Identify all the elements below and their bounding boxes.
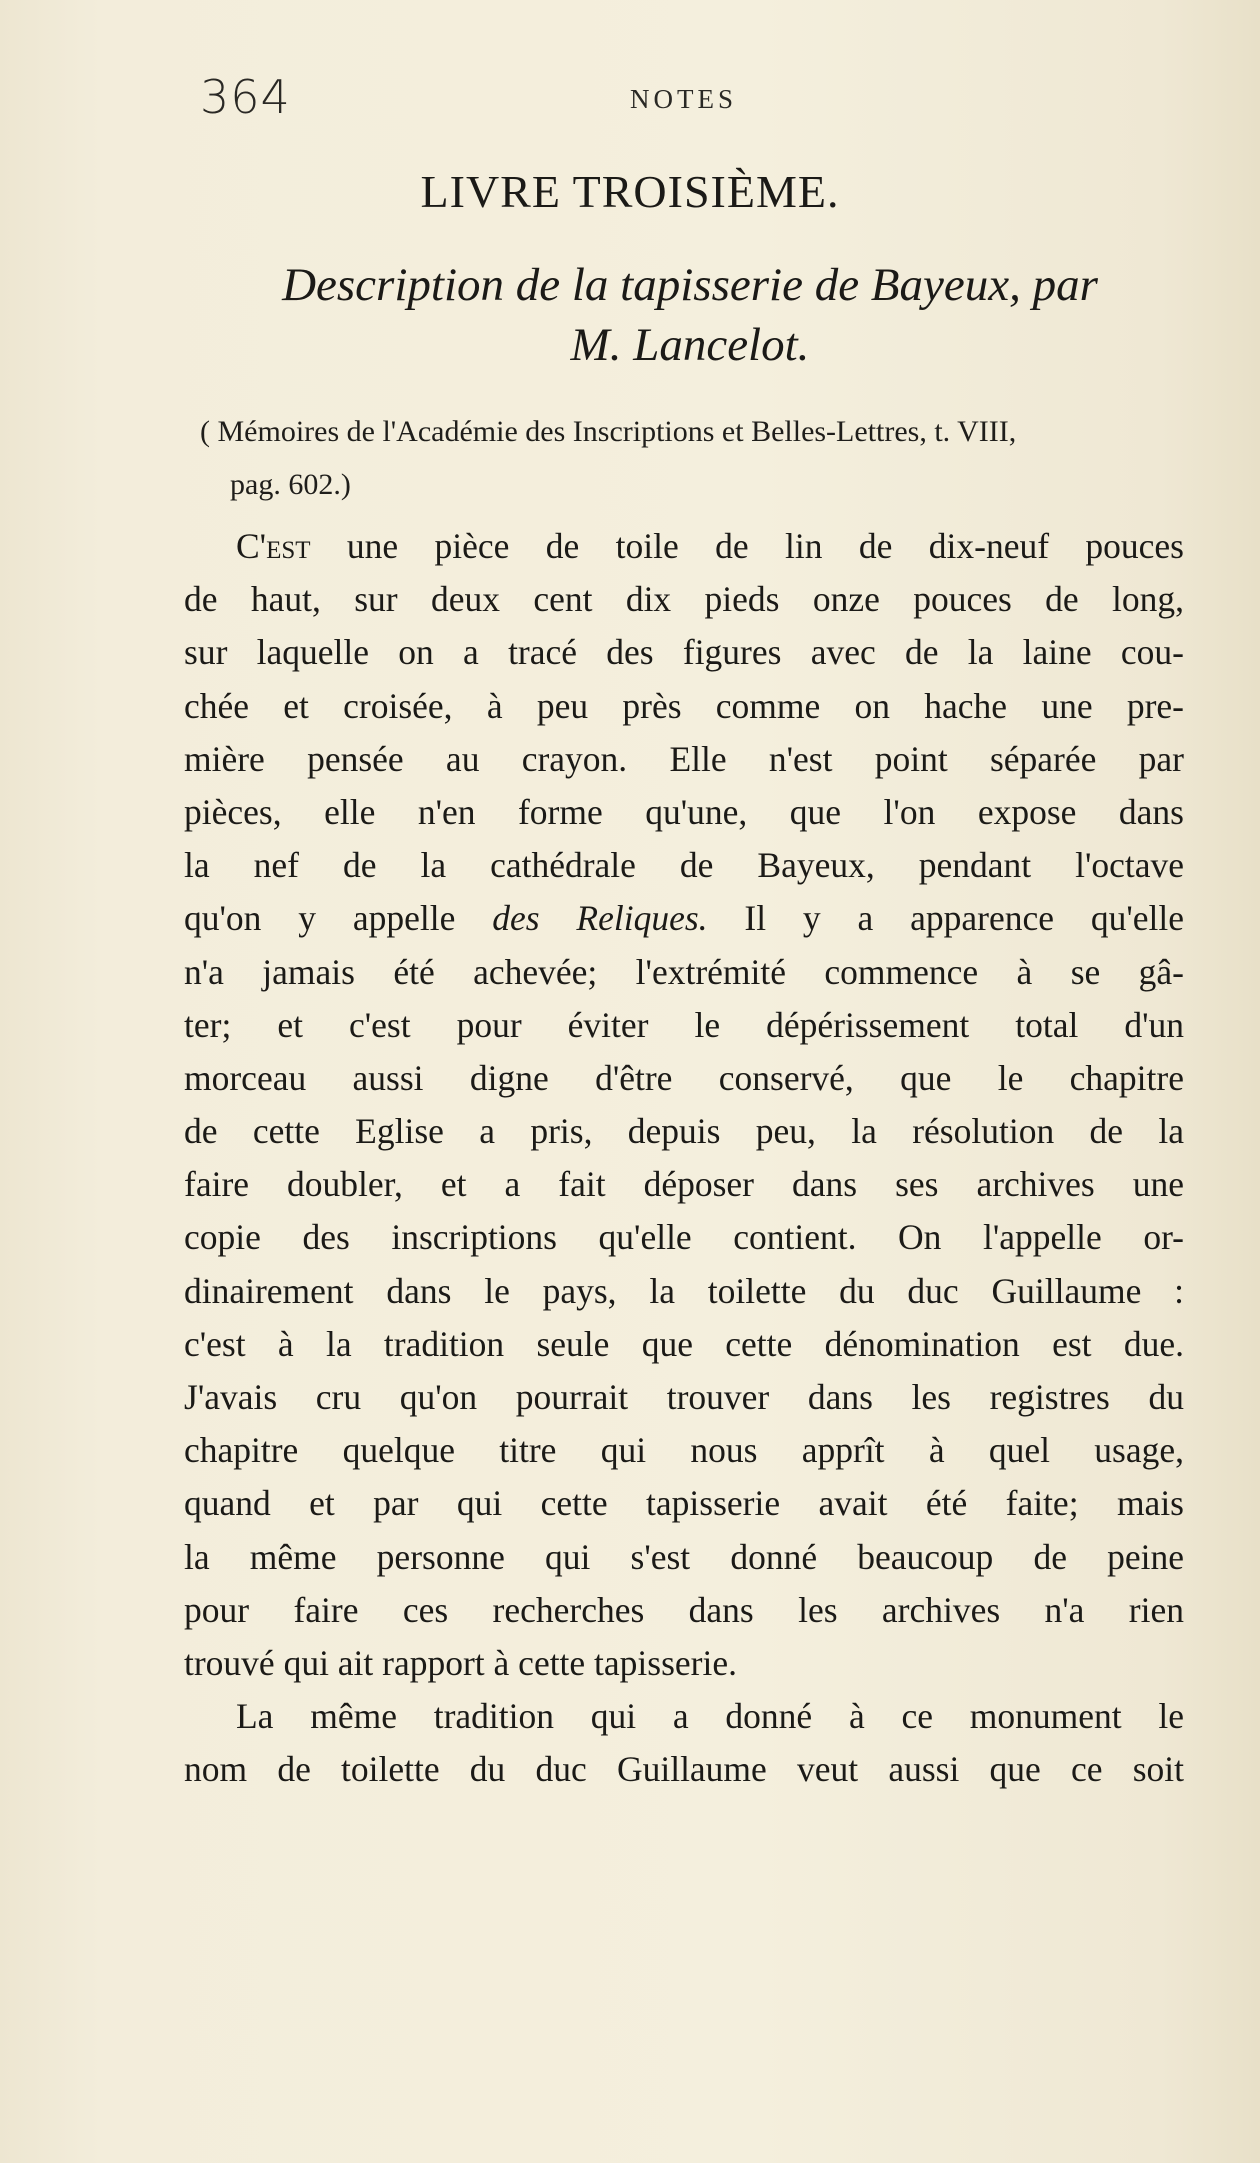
text-line: de haut, sur deux cent dix pieds onze pouces de long, bbox=[184, 579, 1184, 620]
running-title: NOTES bbox=[630, 84, 737, 114]
smallcaps-word: est bbox=[266, 526, 311, 566]
text-segment: Il y a apparence qu'elle bbox=[707, 898, 1184, 939]
text-segment: une pièce de toile de lin de dix-neuf pouces bbox=[310, 526, 1184, 566]
text-line: copie des inscriptions qu'elle contient. On l'appelle or- bbox=[184, 1217, 1184, 1258]
body-text bbox=[184, 520, 1184, 1797]
essay-title bbox=[200, 255, 1180, 375]
text-line: pour faire ces recherches dans les archives n'a rien bbox=[184, 1589, 1184, 1630]
text-line: faire doubler, et a fait déposer dans ses archives une bbox=[184, 1164, 1184, 1205]
text-line: n'a jamais été achevée; l'extrémité commence à se gâ- bbox=[184, 951, 1184, 992]
italic-phrase: des Reliques. bbox=[492, 898, 708, 939]
source-note bbox=[200, 405, 1186, 511]
text-line: dinairement dans le pays, la toilette du duc Guillaume : bbox=[184, 1270, 1184, 1311]
text-line: La même tradition qui a donné à ce monument le bbox=[236, 1696, 1184, 1737]
text-line: morceau aussi digne d'être conservé, que le chapitre bbox=[184, 1057, 1184, 1098]
essay-title-line-2: M. Lancelot. bbox=[570, 319, 810, 371]
text-line: la même personne qui s'est donné beaucoup de peine bbox=[184, 1536, 1184, 1577]
source-note-line-2: pag. 602.) bbox=[230, 468, 351, 501]
text-line: mière pensée au crayon. Elle n'est point séparée par bbox=[184, 738, 1184, 779]
text-line: nom de toilette du duc Guillaume veut aussi que ce soit bbox=[184, 1749, 1184, 1790]
text-line: chapitre quelque titre qui nous apprît à quel usage, bbox=[184, 1430, 1184, 1471]
text-line: chée et croisée, à peu près comme on hache une pre- bbox=[184, 685, 1184, 726]
text-line: quand et par qui cette tapisserie avait été faite; mais bbox=[184, 1483, 1184, 1524]
text-line: trouvé qui ait rapport à cette tapisserie. bbox=[184, 1642, 737, 1683]
text-line: J'avais cru qu'on pourrait trouver dans les registres du bbox=[184, 1377, 1184, 1417]
page-header bbox=[200, 70, 1180, 130]
text-line: ter; et c'est pour éviter le dépérissement total d'un bbox=[184, 1004, 1184, 1045]
page-number: 364 bbox=[200, 70, 291, 124]
text-line: pièces, elle n'en forme qu'une, que l'on expose dans bbox=[184, 791, 1184, 832]
text-line bbox=[184, 892, 1184, 945]
text-line: de cette Eglise a pris, depuis peu, la résolution de la bbox=[184, 1111, 1184, 1152]
source-note-line-1: ( Mémoires de l'Académie des Inscriptions et Belles-Lettres, t. VIII, bbox=[200, 415, 1017, 448]
book-title: LIVRE TROISIÈME. bbox=[420, 166, 840, 217]
essay-title-line-1: Description de la tapisserie de Bayeux, par bbox=[282, 259, 1098, 311]
text-line: c'est à la tradition seule que cette dénomination est due. bbox=[184, 1323, 1184, 1364]
drop-cap: C' bbox=[236, 526, 267, 566]
text-segment: qu'on y appelle bbox=[184, 898, 493, 939]
text-line: la nef de la cathédrale de Bayeux, pendant l'octave bbox=[184, 845, 1184, 886]
text-line bbox=[184, 520, 1184, 573]
text-line: sur laquelle on a tracé des figures avec de la laine cou- bbox=[184, 632, 1184, 673]
